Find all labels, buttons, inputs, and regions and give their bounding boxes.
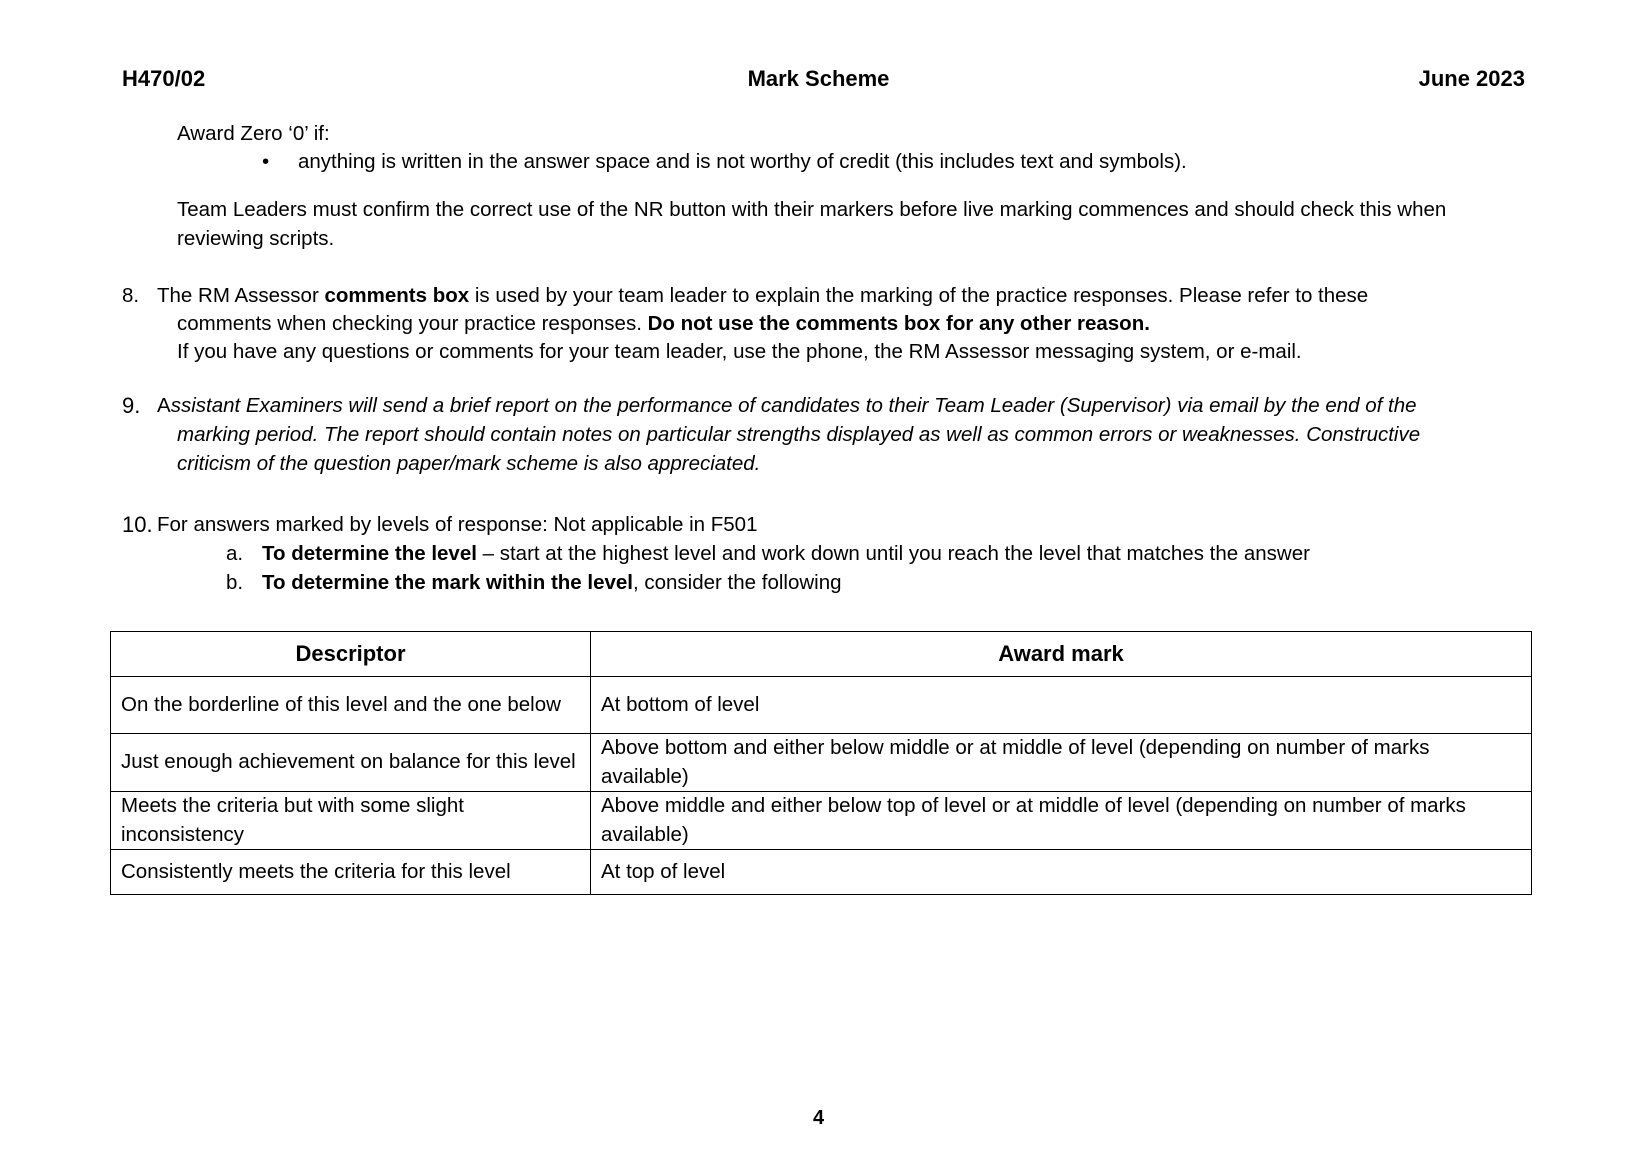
item8-text-b: is used by your team leader to explain the marking of the practice responses. Please refer to these xyxy=(469,284,1369,307)
descriptor-cell: Consistently meets the criteria for this level xyxy=(111,850,591,895)
item8-text-c: comments when checking your practice responses. xyxy=(177,312,648,335)
item9-line2 xyxy=(177,421,1537,450)
descriptor-cell: Meets the criteria but with some slight inconsistency xyxy=(111,792,591,850)
header-title: Mark Scheme xyxy=(747,66,890,91)
header-descriptor: Descriptor xyxy=(111,632,591,677)
header-date: June 2023 xyxy=(1418,66,1525,91)
item9-first-letter: A xyxy=(157,394,171,417)
table-row xyxy=(111,734,1532,792)
item9-line1-text: ssistant Examiners will send a brief report on the performance of candidates to their Team Leader (Supervisor) via email by the end of the xyxy=(170,394,1417,417)
item10-sub-a-label: a. xyxy=(226,542,244,565)
item8-text-a: The RM Assessor xyxy=(157,284,325,307)
award-mark-cell: At bottom of level xyxy=(591,677,1532,734)
item10-sub-a-bold: To determine the level xyxy=(262,542,477,565)
award-zero-intro: Award Zero ‘0’ if: xyxy=(177,122,330,145)
table-header-row xyxy=(111,632,1532,677)
item10-sub-a-text: – start at the highest level and work down until you reach the level that matches the answer xyxy=(476,542,1310,565)
table-row xyxy=(111,792,1532,850)
item8-line2 xyxy=(177,310,1537,339)
bullet-icon: • xyxy=(262,150,270,173)
item10-sub-b-text: , consider the following xyxy=(632,571,842,594)
team-leaders-paragraph xyxy=(177,196,1537,253)
item10-sub-a xyxy=(262,540,1542,569)
item9-number: 9. xyxy=(122,393,141,418)
team-leaders-line2: reviewing scripts. xyxy=(177,226,335,250)
team-leaders-line1: Team Leaders must confirm the correct use of the NR button with their markers before live marking commences and should check this when xyxy=(177,198,1447,221)
item8-line1 xyxy=(157,282,1537,311)
item8-text-d: If you have any questions or comments for your team leader, use the phone, the RM Assessor messaging system, or e-mail. xyxy=(177,340,1302,363)
award-zero-bullet: anything is written in the answer space and is not worthy of credit (this includes text and symbols). xyxy=(298,150,1187,173)
item10-sub-b-label: b. xyxy=(226,571,244,594)
item9-line1 xyxy=(157,392,1537,421)
table-row xyxy=(111,850,1532,895)
item10-number: 10. xyxy=(122,512,153,537)
header-award-mark: Award mark xyxy=(591,632,1532,677)
award-mark-cell: Above bottom and either below middle or at middle of level (depending on number of marks available) xyxy=(591,734,1532,792)
descriptor-table xyxy=(110,631,1532,895)
award-mark-cell: Above middle and either below top of level or at middle of level (depending on number of marks available) xyxy=(591,792,1532,850)
item8-number: 8. xyxy=(122,284,140,307)
item9-line3 xyxy=(177,450,1537,479)
item8-bold-a: comments box xyxy=(324,284,470,307)
award-mark-cell: At top of level xyxy=(591,850,1532,895)
item9-line3-text: criticism of the question paper/mark scheme is also appreciated. xyxy=(177,452,761,475)
descriptor-cell: On the borderline of this level and the one below xyxy=(111,677,591,734)
page-number: 4 xyxy=(812,1107,825,1129)
descriptor-cell: Just enough achievement on balance for this level xyxy=(111,734,591,792)
item10-sub-b-bold: To determine the mark within the level xyxy=(262,571,633,594)
item9-line2-text: marking period. The report should contain notes on particular strengths displayed as well as common errors or weaknesses. Constructive xyxy=(177,423,1421,446)
header-code: H470/02 xyxy=(122,66,206,91)
item10-intro: For answers marked by levels of response: Not applicable in F501 xyxy=(157,513,758,536)
item10-sub-b xyxy=(262,569,1542,598)
item8-bold-b: Do not use the comments box for any other reason. xyxy=(647,312,1150,335)
table-row xyxy=(111,677,1532,734)
